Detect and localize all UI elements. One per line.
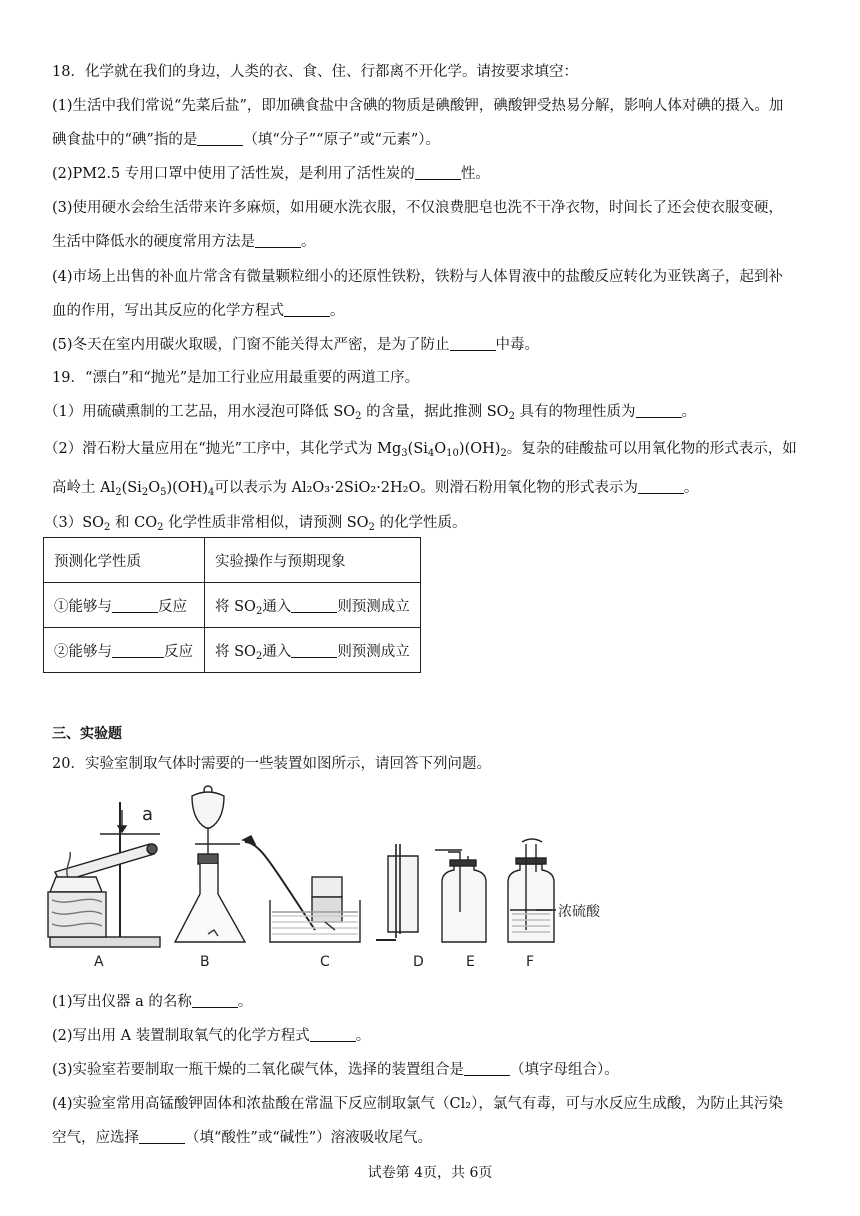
label-apparatus-b: B (200, 954, 210, 970)
q19-part2-line1: （2）滑石粉大量应用在“抛光”工序中，其化学式为 $Mg_3(Si_4O_{10})(OH)_2$。复杂的硅酸盐可以用氧化物的形式表示，如 (44, 441, 797, 459)
answer-blank[interactable] (636, 403, 682, 418)
label-apparatus-d: D (413, 954, 424, 970)
q18-part2: (2)PM2.5 专用口罩中使用了活性炭，是利用了活性炭的 性。 (52, 166, 490, 182)
answer-blank[interactable] (310, 1027, 356, 1042)
apparatus-f (508, 839, 556, 942)
q20-part2: (2)写出用 A 装置制取氧气的化学方程式 。 (52, 1028, 371, 1044)
label-a: a (142, 804, 154, 825)
label-apparatus-e: E (466, 954, 475, 970)
table-header-row (44, 538, 421, 583)
answer-blank[interactable] (291, 643, 337, 658)
table-row (44, 628, 421, 673)
answer-blank[interactable] (255, 233, 301, 248)
answer-blank[interactable] (638, 479, 684, 494)
table-header-cell: 预测化学性质 (44, 538, 205, 583)
table-cell: ②能够与 反应 (44, 628, 205, 673)
answer-blank[interactable] (450, 336, 496, 351)
table-header-cell: 实验操作与预期现象 (205, 538, 421, 583)
answer-blank[interactable] (284, 302, 330, 317)
label-apparatus-c: C (320, 954, 330, 970)
answer-blank[interactable] (112, 643, 164, 658)
q18-part1-line2: 碘食盐中的“碘”指的是 （填“分子”“原子”或“元素”）。 (52, 132, 441, 148)
answer-blank[interactable] (192, 993, 238, 1008)
apparatus-b (175, 786, 245, 942)
q20-part4-line1: (4)实验室常用高锰酸钾固体和浓盐酸在常温下反应制取氯气（Cl₂），氯气有毒，可与水反应生成酸，为防止其污染 (52, 1096, 783, 1112)
answer-blank[interactable] (291, 598, 337, 613)
q19-part2-line2: 高岭土 $Al_2(Si_2O_5)(OH)_4$可以表示为 Al₂O₃·2SiO₂·2H₂O。则滑石粉用氧化物的形式表示为 。 (52, 480, 699, 498)
table-cell: 将 $SO_2$通入 则预测成立 (205, 583, 421, 628)
q18-stem: 18．化学就在我们的身边，人类的衣、食、住、行都离不开化学。请按要求填空： (52, 64, 578, 80)
apparatus-e (435, 850, 486, 942)
q18-part4-line1: (4)市场上出售的补血片常含有微量颗粒细小的还原性铁粉，铁粉与人体胃液中的盐酸反应转化为亚铁离子，起到补 (52, 269, 784, 285)
apparatus-c (243, 836, 360, 942)
q20-part4-line2: 空气，应选择 （填“酸性”或“碱性”）溶液吸收尾气。 (52, 1130, 433, 1146)
answer-blank[interactable] (139, 1129, 185, 1144)
answer-blank[interactable] (464, 1061, 510, 1076)
prediction-table (43, 537, 421, 673)
answer-blank[interactable] (415, 165, 461, 180)
table-cell: ①能够与 反应 (44, 583, 205, 628)
q19-stem: 19．“漂白”和“抛光”是加工行业应用最重要的两道工序。 (52, 370, 420, 386)
q20-part1: (1)写出仪器 a 的名称 。 (52, 994, 253, 1010)
lab-apparatus-figure (40, 782, 620, 972)
answer-blank[interactable] (112, 598, 158, 613)
q18-part5: (5)冬天在室内用碳火取暖，门窗不能关得太严密，是为了防止 中毒。 (52, 337, 540, 353)
apparatus-d (376, 844, 418, 940)
q19-part1: （1）用硫磺熏制的工艺品，用水浸泡可降低 $SO_2$ 的含量，据此推测 $SO_2$ 具有的物理性质为 。 (44, 404, 697, 422)
q20-part3: (3)实验室若要制取一瓶干燥的二氧化碳气体，选择的装置组合是 （填字母组合）。 (52, 1062, 619, 1078)
q18-part1-line1: (1)生活中我们常说“先菜后盐”，即加碘食盐中含碘的物质是碘酸钾，碘酸钾受热易分解，影响人体对碘的摄入。加 (52, 98, 784, 114)
page-footer: 试卷第 4页，共 6页 (367, 1165, 493, 1181)
section-heading: 三、实验题 (52, 726, 122, 742)
q19-part3: $(3)SO_2$ 和 $CO_2$ 化学性质非常相似，请预测 $SO_2$ 的化学性质。 (44, 515, 467, 533)
label-apparatus-a: A (94, 954, 104, 970)
q18-part3-line1: (3)使用硬水会给生活带来许多麻烦，如用硬水洗衣服，不仅浪费肥皂也洗不干净衣物，时间长了还会使衣服变硬， (52, 200, 784, 216)
answer-blank[interactable] (197, 131, 243, 146)
q18-part4-line2: 血的作用，写出其反应的化学方程式 。 (52, 303, 345, 319)
label-acid: 浓硫酸 (558, 904, 600, 920)
label-apparatus-f: F (526, 954, 535, 970)
q18-part3-line2: 生活中降低水的硬度常用方法是 。 (52, 234, 316, 250)
table-cell: 将 $SO_2$通入 则预测成立 (205, 628, 421, 673)
q20-stem: 20．实验室制取气体时需要的一些装置如图所示，请回答下列问题。 (52, 756, 491, 772)
table-row (44, 583, 421, 628)
